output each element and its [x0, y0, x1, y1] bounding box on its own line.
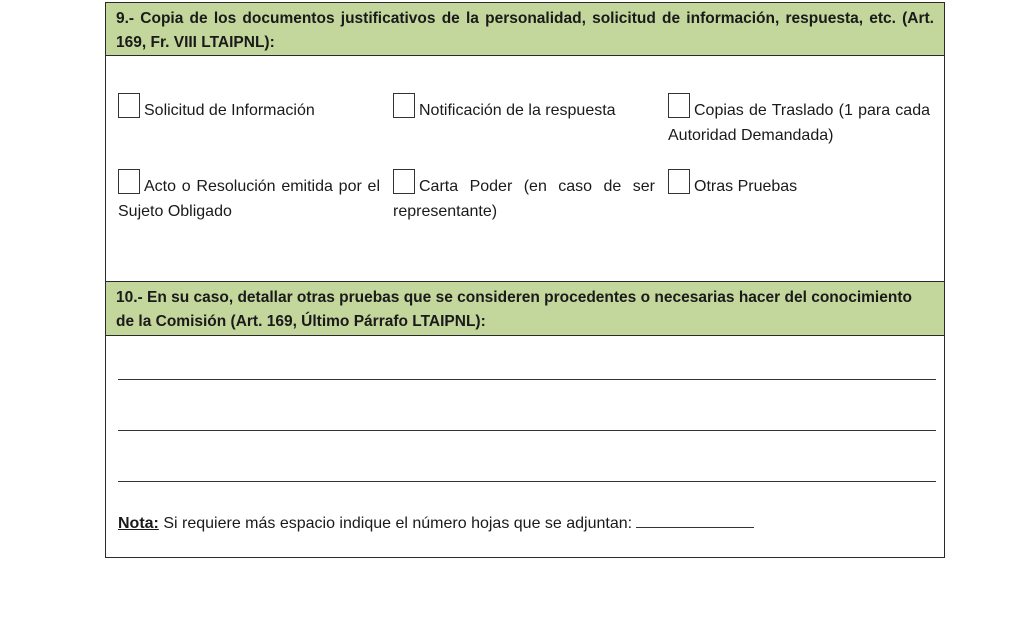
option-notificacion[interactable]: [393, 93, 655, 123]
section-9-header: [106, 2, 944, 56]
checkbox-copias-traslado[interactable]: [668, 93, 690, 118]
sheets-count-blank[interactable]: [636, 511, 754, 528]
option-acto-resolucion[interactable]: [118, 169, 380, 224]
option-otras-pruebas[interactable]: [668, 169, 930, 199]
option-solicitud-label: Solicitud de Información: [144, 102, 315, 119]
section-10-title: 10.- En su caso, detallar otras pruebas que se consideren procedentes o necesarias hacer del conocimiento de la Comisión (Art. 169, Último Párrafo LTAIPNL):: [116, 289, 912, 330]
option-acto-resolucion-label: Acto o Resolución emitida por el Sujeto Obligado: [118, 178, 380, 220]
checkbox-notificacion[interactable]: [393, 93, 415, 118]
note-label: Nota:: [118, 515, 159, 532]
blank-line-2[interactable]: [118, 429, 936, 431]
section-9-title: 9.- Copia de los documentos justificativos de la personalidad, solicitud de información, respuesta, etc. (Art. 169, Fr. VIII LTAIPNL):: [116, 9, 934, 51]
blank-line-3[interactable]: [118, 480, 936, 482]
blank-line-1[interactable]: [118, 378, 936, 380]
form-section: [105, 2, 945, 558]
option-carta-poder-label: Carta Poder (en caso de ser representante): [393, 178, 655, 220]
option-otras-pruebas-label: Otras Pruebas: [694, 178, 798, 195]
section-10-header: [106, 281, 944, 336]
option-notificacion-label: Notificación de la respuesta: [419, 102, 616, 119]
option-copias-traslado-label: Copias de Traslado (1 para cada Autoridad Demandada): [668, 102, 930, 144]
option-solicitud[interactable]: [118, 93, 376, 123]
checkbox-acto-resolucion[interactable]: [118, 169, 140, 194]
checkbox-solicitud[interactable]: [118, 93, 140, 118]
note-text: Si requiere más espacio indique el número hojas que se adjuntan:: [163, 515, 633, 532]
option-carta-poder[interactable]: [393, 169, 655, 224]
option-copias-traslado[interactable]: [668, 93, 930, 148]
checkbox-carta-poder[interactable]: [393, 169, 415, 194]
note: [118, 511, 754, 535]
checkbox-otras-pruebas[interactable]: [668, 169, 690, 194]
